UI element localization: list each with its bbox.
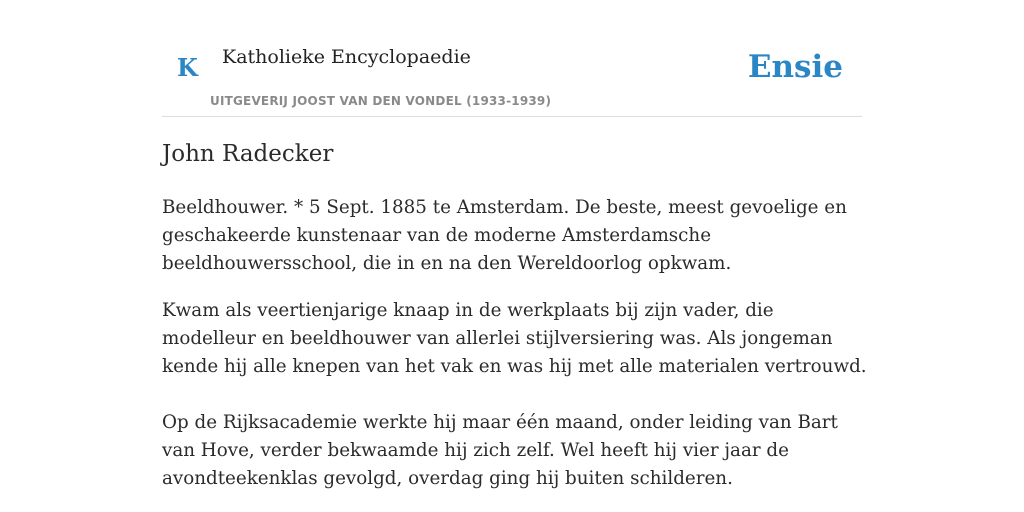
encyclopedia-title[interactable]: Katholieke Encyclopaedie <box>222 46 471 68</box>
entry-paragraph-2: Kwam als veertienjarige knaap in de werkplaats bij zijn vader, die modelleur en beeldhouwer van allerlei stijlversiering was. Als jongeman kende hij alle knepen van het vak en was hij met alle materialen vertrouwd. <box>162 300 867 378</box>
entry-content <box>162 138 867 493</box>
entry-paragraph-1: Beeldhouwer. * 5 Sept. 1885 te Amsterdam. De beste, meest gevoelige en geschakeerde kunstenaar van de moderne Amsterdamsche beeldhouwersschool, die in en na den Wereldoorlog opkwam. <box>162 197 847 275</box>
encyclopedia-logo-icon[interactable]: K <box>177 53 198 82</box>
site-header <box>162 0 862 117</box>
publisher-label: UITGEVERIJ JOOST VAN DEN VONDEL (1933-1939) <box>210 94 552 108</box>
brand-logo[interactable]: Ensie <box>747 49 843 85</box>
entry-title: John Radecker <box>162 141 334 167</box>
entry-paragraph-3: Op de Rijksacademie werkte hij maar één maand, onder leiding van Bart van Hove, verder bekwaamde hij zich zelf. Wel heeft hij vier jaar de avondteekenklas gevolgd, overdag ging hij buiten schilderen. <box>162 412 838 490</box>
